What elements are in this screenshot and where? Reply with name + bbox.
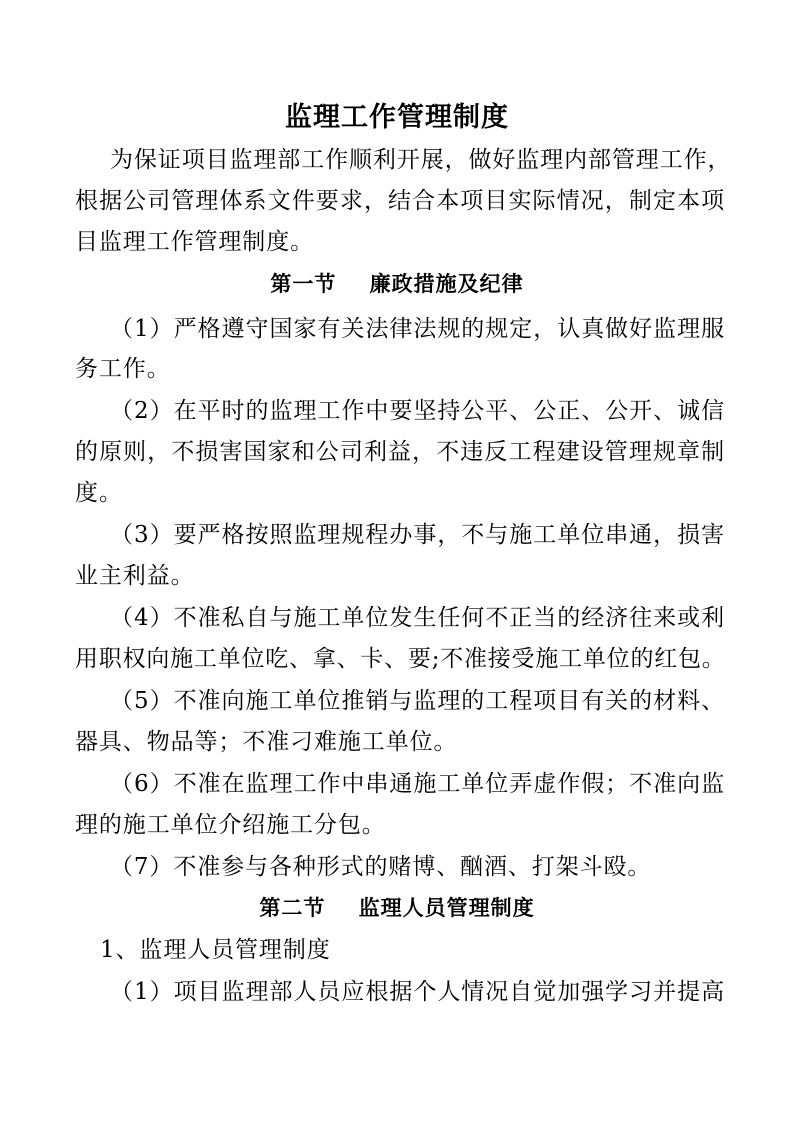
section2-item1-line1: （1）项目监理部人员应根据个人情况自觉加强学习并提高 [110, 979, 725, 1005]
section1-item2-line3: 度。 [75, 480, 123, 506]
section-heading-2: 第二节 监理人员管理制度 [259, 896, 535, 920]
page-title: 监理工作管理制度 [285, 102, 509, 133]
section1-item4-line1: （4）不准私自与施工单位发生任何不正当的经济往来或利 [110, 605, 725, 631]
section1-item7-line1: （7）不准参与各种形式的赌博、酗酒、打架斗殴。 [110, 854, 652, 880]
intro-line-3: 目监理工作管理制度。 [75, 229, 314, 255]
section1-item1-line1: （1）严格遵守国家有关法律法规的规定，认真做好监理服 [110, 316, 725, 342]
section1-item3-line1: （3）要严格按照监理规程办事，不与施工单位串通，损害 [110, 522, 725, 548]
section1-item6-line2: 理的施工单位介绍施工分包。 [75, 812, 386, 838]
section2-subheading: 1、监理人员管理制度 [100, 937, 331, 963]
section1-item5-line2: 器具、物品等；不准刁难施工单位。 [75, 729, 458, 755]
section1-item2-line2: 的原则，不损害国家和公司利益，不违反工程建设管理规章制 [75, 439, 725, 465]
section1-item2-line1: （2）在平时的监理工作中要坚持公平、公正、公开、诚信 [110, 398, 725, 424]
section-heading-1: 第一节 廉政措施及纪律 [270, 272, 524, 296]
intro-line-2: 根据公司管理体系文件要求，结合本项目实际情况，制定本项 [75, 188, 725, 214]
section1-item1-line2: 务工作。 [75, 356, 171, 382]
section1-item3-line2: 业主利益。 [75, 563, 195, 589]
section1-item4-line2: 用职权向施工单位吃、拿、卡、要;不准接受施工单位的红包。 [75, 646, 725, 672]
section1-item5-line1: （5）不准向施工单位推销与监理的工程项目有关的材料、 [110, 688, 725, 714]
intro-line-1: 为保证项目监理部工作顺利开展，做好监理内部管理工作， [110, 147, 732, 173]
section1-item6-line1: （6）不准在监理工作中串通施工单位弄虚作假；不准向监 [110, 771, 725, 797]
